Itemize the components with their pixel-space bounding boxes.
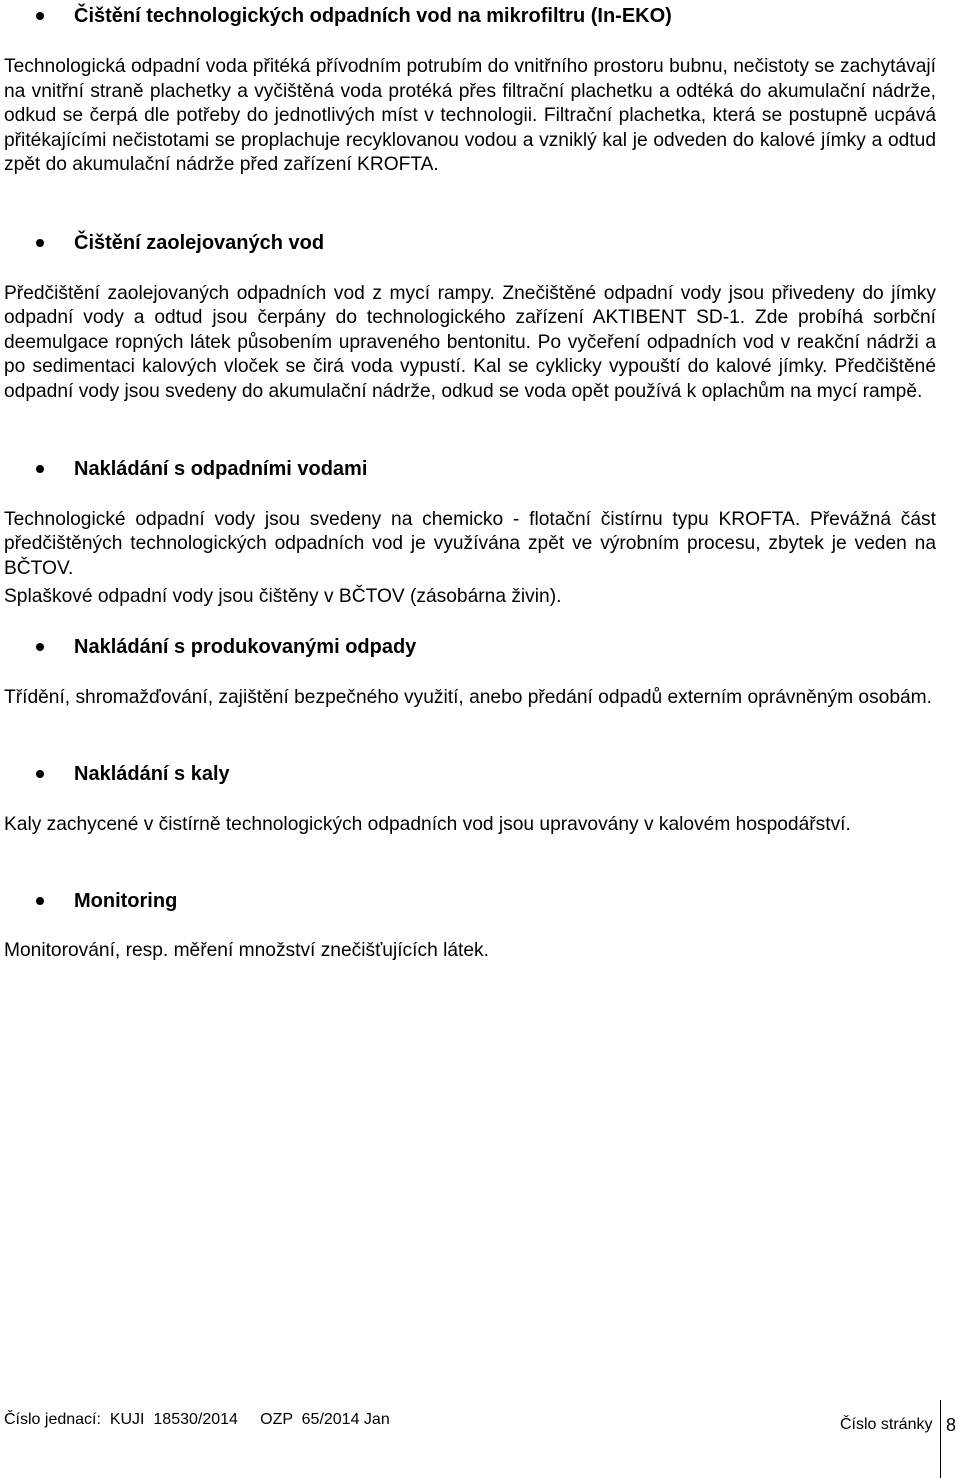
- bullet-icon: [36, 465, 44, 473]
- footer-reference: Číslo jednací: KUJI 18530/2014 OZP 65/2014 Jan: [4, 1411, 390, 1428]
- footer-page-label: Číslo stránky: [840, 1416, 933, 1433]
- section-title: Nakládání s kaly: [74, 763, 230, 785]
- section-heading-mikrofiltr: [30, 2, 930, 30]
- section-heading-monitoring: [30, 887, 930, 915]
- bullet-icon: [36, 12, 44, 20]
- page-number: 8: [946, 1415, 957, 1435]
- footer-divider: [940, 1400, 941, 1478]
- section-title: Nakládání s produkovanými odpady: [74, 636, 417, 658]
- section-heading-produkovane-odpady: [30, 633, 930, 661]
- section-title: Čištění technologických odpadních vod na mikrofiltru (In-EKO): [74, 5, 672, 27]
- paragraph: Kaly zachycené v čistírně technologických odpadních vod jsou upravovány v kalovém hospodářství.: [4, 814, 851, 835]
- section-heading-zaolejovane-vody: [30, 229, 930, 257]
- paragraph: Technologické odpadní vody jsou svedeny na chemicko - flotační čistírnu typu KROFTA. Převážná část předčištěných technologických odpadních vod je využívána zpět ve výrobním procesu, zbytek je veden na BČTOV.: [4, 509, 936, 579]
- paragraph: Splaškové odpadní vody jsou čištěny v BČTOV (zásobárna živin).: [4, 586, 562, 607]
- section-title: Nakládání s odpadními vodami: [74, 458, 368, 480]
- section-heading-kaly: [30, 760, 930, 788]
- bullet-icon: [36, 239, 44, 247]
- bullet-icon: [36, 897, 44, 905]
- section-heading-odpadni-vody: [30, 455, 930, 483]
- paragraph: Třídění, shromažďování, zajištění bezpečného využití, anebo předání odpadů externím oprávněným osobám.: [4, 687, 932, 708]
- bullet-icon: [36, 643, 44, 651]
- paragraph: Monitorování, resp. měření množství znečišťujících látek.: [4, 940, 489, 961]
- section-title: Čištění zaolejovaných vod: [74, 232, 325, 254]
- paragraph: Předčištění zaolejovaných odpadních vod z mycí rampy. Znečištěné odpadní vody jsou přivedeny do jímky odpadní vody a odtud jsou čerpány do technologického zařízení AKTIBENT SD-1. Zde probíhá sorbční deemulgace ropných látek působením upraveného bentonitu. Po vyčeření odpadních vod v reakční nádrži a po sedimentaci kalových vloček se čirá voda vypustí. Kal se cyklicky vypouští do kalové jímky. Předčištěné odpadní vody jsou svedeny do akumulační nádrže, odkud se voda opět používá k oplachům na mycí rampě.: [4, 283, 936, 402]
- section-title: Monitoring: [74, 890, 178, 912]
- paragraph: Technologická odpadní voda přitéká přívodním potrubím do vnitřního prostoru bubnu, nečistoty se zachytávají na vnitřní straně plachetky a vyčištěná voda protéká přes filtrační plachetku a odtéká do akumulační nádrže, odkud se čerpá dle potřeby do jednotlivých míst v technologii. Filtrační plachetka, která se postupně ucpává přitékajícími nečistotami se proplachuje recyklovanou vodou a vzniklý kal je odveden do kalové jímky a odtud zpět do akumulační nádrže před zařízení KROFTA.: [4, 56, 936, 176]
- bullet-icon: [36, 770, 44, 778]
